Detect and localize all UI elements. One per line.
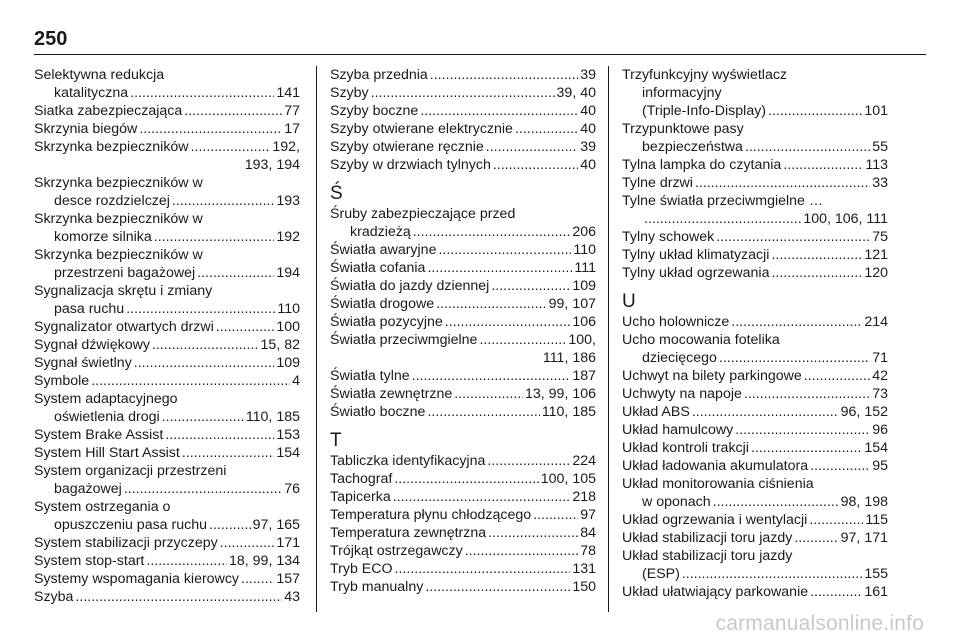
- page-reference: 97, 171: [840, 530, 888, 546]
- page-reference: 73: [872, 386, 888, 402]
- index-term: Sygnalizator otwartych drzwi: [34, 319, 214, 335]
- page-reference: 110: [277, 301, 300, 317]
- dot-leader: [191, 138, 271, 156]
- index-term-line: Tylne światła przeciwmgielne …: [622, 193, 824, 209]
- page-reference: 113: [865, 157, 888, 173]
- dot-leader: [445, 313, 571, 331]
- dot-leader: [393, 488, 571, 506]
- dot-leader: [719, 349, 870, 367]
- index-entry: [622, 246, 888, 264]
- section-letter: U: [622, 291, 636, 312]
- page-reference: 109: [572, 278, 596, 294]
- index-term: Tylny schowek: [622, 229, 715, 245]
- index-entry: [330, 277, 596, 295]
- index-entry: [330, 403, 596, 421]
- index-term: Światło boczne: [330, 404, 426, 420]
- index-entry: [622, 421, 888, 439]
- index-term: Tapicerka: [330, 489, 391, 505]
- index-term-line: Trzypunktowe pasy: [622, 121, 744, 137]
- index-term: Światła do jazdy dziennej: [330, 278, 490, 294]
- index-term: Szyby otwierane elektrycznie: [330, 121, 513, 137]
- index-term: dziecięcego: [642, 350, 717, 366]
- index-entry: [34, 318, 300, 336]
- index-pages-continuation: 193, 194: [244, 157, 300, 173]
- index-term: bagażowej: [54, 481, 122, 497]
- dot-leader: [771, 246, 862, 264]
- index-entry: [330, 259, 596, 277]
- index-term: przestrzeni bagażowej: [54, 265, 196, 281]
- index-term: Szyby otwierane ręcznie: [330, 139, 484, 155]
- index-entry: [34, 138, 300, 156]
- dot-leader: [420, 102, 578, 120]
- index-term: Szyby w drzwiach tylnych: [330, 157, 491, 173]
- dot-leader: [745, 138, 870, 156]
- index-entry: [34, 534, 300, 552]
- page-reference: 97, 165: [252, 517, 300, 533]
- index-entry: [330, 66, 596, 84]
- index-term: Skrzynia biegów: [34, 121, 138, 137]
- dot-leader: [209, 516, 251, 534]
- page-reference: 40: [580, 103, 596, 119]
- index-term-line: System ostrzegania o: [34, 499, 171, 515]
- header-rule: [34, 54, 926, 55]
- page-reference: 110: [573, 242, 596, 258]
- index-entry: [622, 403, 888, 421]
- index-entry: [34, 480, 300, 498]
- dot-leader: [241, 570, 274, 588]
- index-term-line: Trzyfunkcyjny wyświetlacz: [622, 67, 788, 83]
- index-term: Światła cofania: [330, 260, 426, 276]
- page-reference: 55: [872, 139, 888, 155]
- dot-leader: [731, 313, 862, 331]
- index-term: desce rozdzielczej: [54, 193, 170, 209]
- dot-leader: [783, 156, 863, 174]
- index-term: Światła drogowe: [330, 296, 435, 312]
- index-pages-continuation: 111, 186: [542, 350, 596, 366]
- index-entry: [34, 372, 300, 390]
- index-entry: [622, 174, 888, 192]
- dot-leader: [162, 408, 244, 426]
- index-term: Układ ABS: [622, 404, 690, 420]
- index-column-3: [622, 66, 888, 601]
- dot-leader: [735, 421, 870, 439]
- page-reference: 97: [580, 507, 596, 523]
- index-entry: [34, 552, 300, 570]
- index-term: Temperatura zewnętrzna: [330, 525, 487, 541]
- index-term: Tylny układ klimatyzacji: [622, 247, 770, 263]
- page-reference: 206: [572, 224, 596, 240]
- page-reference: 75: [872, 229, 888, 245]
- page-reference: 150: [572, 579, 596, 595]
- index-entry: [622, 511, 888, 529]
- page-reference: 120: [864, 265, 888, 281]
- page-reference: 100, 105: [540, 471, 596, 487]
- index-entry: [330, 488, 596, 506]
- index-term-line: informacyjny: [642, 85, 722, 101]
- index-entry: [622, 264, 888, 282]
- index-term: Skrzynka bezpieczników: [34, 139, 189, 155]
- index-entry: [34, 264, 300, 282]
- page-reference: 99, 107: [548, 296, 596, 312]
- index-term: Szyba: [34, 589, 74, 605]
- index-entry: [622, 228, 888, 246]
- index-term: Tylny układ ogrzewania: [622, 265, 770, 281]
- page-reference: 77: [284, 103, 300, 119]
- index-term-line: Sygnalizacja skrętu i zmiany: [34, 283, 213, 299]
- index-term-line: Śruby zabezpieczające przed: [330, 206, 516, 222]
- index-entry: [622, 565, 888, 583]
- index-entry: [622, 493, 888, 511]
- index-term: Tabliczka identyfikacyjna: [330, 453, 486, 469]
- index-entry: [34, 516, 300, 534]
- index-term: System stabilizacji przyczepy: [34, 535, 218, 551]
- dot-leader: [809, 511, 863, 529]
- page-reference: 193: [276, 193, 300, 209]
- index-entry: [330, 470, 596, 488]
- dot-leader: [713, 493, 839, 511]
- page-reference: 131: [572, 561, 596, 577]
- index-term: Światła zewnętrzne: [330, 386, 453, 402]
- index-term: Światła pozycyjne: [330, 314, 443, 330]
- page-reference: 39: [580, 139, 596, 155]
- dot-leader: [486, 138, 578, 156]
- index-entry: [34, 588, 300, 606]
- index-column-1: [34, 66, 300, 606]
- index-entry: [330, 524, 596, 542]
- index-term: komorze silnika: [54, 229, 152, 245]
- index-term: Temperatura płynu chłodzącego: [330, 507, 532, 523]
- dot-leader: [412, 367, 571, 385]
- page-reference: 40: [580, 157, 596, 173]
- page-reference: 4: [292, 373, 300, 389]
- index-entry: [330, 578, 596, 596]
- page-reference: 100: [276, 319, 300, 335]
- index-entry: [330, 102, 596, 120]
- index-term: katalityczna: [54, 85, 129, 101]
- dot-leader: [438, 241, 571, 259]
- page-reference: 96, 152: [840, 404, 888, 420]
- index-entry: [330, 506, 596, 524]
- page-reference: 71: [872, 350, 888, 366]
- dot-leader: [134, 354, 275, 372]
- dot-leader: [768, 102, 862, 120]
- index-entry: [622, 367, 888, 385]
- index-term: Tryb manualny: [330, 579, 424, 595]
- index-entry: [330, 452, 596, 470]
- page-reference: 121: [864, 247, 888, 263]
- index-term: Układ ułatwiający parkowanie: [622, 584, 809, 600]
- index-term: Sygnał świetlny: [34, 355, 132, 371]
- index-entry: [330, 138, 596, 156]
- page-reference: 84: [580, 525, 596, 541]
- dot-leader: [197, 264, 274, 282]
- index-entry: [622, 349, 888, 367]
- index-term-line: System organizacji przestrzeni: [34, 463, 227, 479]
- page-reference: 33: [872, 175, 888, 191]
- index-entry: [330, 313, 596, 331]
- dot-leader: [427, 259, 572, 277]
- index-term: Ucho holownicze: [622, 314, 730, 330]
- dot-leader: [533, 506, 578, 524]
- index-entry: [330, 560, 596, 578]
- index-entry: [622, 529, 888, 547]
- index-entry: [622, 313, 888, 331]
- index-term: Układ hamulcowy: [622, 422, 734, 438]
- index-term: Światła awaryjne: [330, 242, 437, 258]
- dot-leader: [716, 228, 870, 246]
- index-term-line: System adaptacyjnego: [34, 391, 178, 407]
- index-term: opuszczeniu pasa ruchu: [54, 517, 208, 533]
- index-entry: [34, 228, 300, 246]
- dot-leader: [430, 66, 578, 84]
- index-entry: [34, 408, 300, 426]
- index-entry: [622, 210, 888, 228]
- index-entry: [34, 300, 300, 318]
- dot-leader: [491, 277, 570, 295]
- column-divider: [608, 66, 609, 612]
- page-reference: 13, 99, 106: [525, 386, 596, 402]
- page-reference: 110, 185: [245, 409, 300, 425]
- dot-leader: [182, 444, 274, 462]
- index-entry: [34, 120, 300, 138]
- dot-leader: [771, 264, 862, 282]
- dot-leader: [154, 228, 275, 246]
- dot-leader: [794, 529, 838, 547]
- index-term: (Triple-Info-Display): [642, 103, 767, 119]
- dot-leader: [488, 524, 578, 542]
- dot-leader: [487, 452, 570, 470]
- page-reference: 40: [580, 121, 596, 137]
- index-entry: [330, 295, 596, 313]
- page-reference: 115: [865, 512, 888, 528]
- dot-leader: [465, 542, 579, 560]
- page-reference: 157: [276, 571, 300, 587]
- index-term: Siatka zabezpieczająca: [34, 103, 183, 119]
- index-term: Sygnał dźwiękowy: [34, 337, 150, 353]
- index-term-line: Skrzynka bezpieczników w: [34, 211, 203, 227]
- page-number: 250: [34, 28, 68, 50]
- index-entry: [330, 223, 596, 241]
- index-term: Układ kontroli trakcji: [622, 440, 749, 456]
- dot-leader: [126, 300, 275, 318]
- page-reference: 154: [864, 440, 888, 456]
- index-term-line: Skrzynka bezpieczników w: [34, 247, 203, 263]
- page-reference: 161: [864, 584, 888, 600]
- dot-leader: [810, 583, 862, 601]
- index-term: System Brake Assist: [34, 427, 164, 443]
- dot-leader: [165, 426, 274, 444]
- index-entry: [622, 457, 888, 475]
- page-reference: 100, 106, 111: [803, 211, 888, 227]
- page-reference: 42: [872, 368, 888, 384]
- index-entry: [622, 583, 888, 601]
- index-entry: [330, 120, 596, 138]
- index-term: Uchwyt na bilety parkingowe: [622, 368, 802, 384]
- section-letter: T: [330, 430, 342, 451]
- dot-leader: [425, 578, 570, 596]
- index-entry: [34, 336, 300, 354]
- index-term: Szyba przednia: [330, 67, 428, 83]
- page-reference: 141: [276, 85, 300, 101]
- dot-leader: [493, 156, 578, 174]
- index-term: Układ stabilizacji toru jazdy: [622, 530, 793, 546]
- index-term: Systemy wspomagania kierowcy: [34, 571, 240, 587]
- index-entry: [622, 138, 888, 156]
- index-term: Szyby: [330, 85, 369, 101]
- index-term-line: Układ monitorowania ciśnienia: [622, 476, 814, 492]
- index-entry: [622, 385, 888, 403]
- page-reference: 95: [872, 458, 888, 474]
- page-reference: 106: [572, 314, 596, 330]
- index-entry: [330, 542, 596, 560]
- dot-leader: [184, 102, 282, 120]
- index-entry: [34, 102, 300, 120]
- dot-leader: [220, 534, 275, 552]
- index-term: System Hill Start Assist: [34, 445, 180, 461]
- dot-leader: [130, 84, 274, 102]
- dot-leader: [695, 174, 870, 192]
- dot-leader: [124, 480, 282, 498]
- page-reference: 187: [572, 368, 596, 384]
- index-entry: [34, 426, 300, 444]
- index-term-line: Skrzynka bezpieczników w: [34, 175, 203, 191]
- index-entry: [330, 84, 596, 102]
- page-reference: 96: [872, 422, 888, 438]
- page-reference: 194: [276, 265, 300, 281]
- index-entry: [330, 367, 596, 385]
- index-term: Układ ładowania akumulatora: [622, 458, 809, 474]
- index-term-line: Selektywna redukcja: [34, 67, 165, 83]
- page-reference: 98, 198: [840, 494, 888, 510]
- dot-leader: [644, 210, 801, 228]
- page-reference: 171: [276, 535, 300, 551]
- dot-leader: [479, 331, 566, 349]
- index-term: Tachograf: [330, 471, 393, 487]
- page-reference: 214: [864, 314, 888, 330]
- index-term-line: Układ stabilizacji toru jazdy: [622, 548, 793, 564]
- index-term: Światła przeciwmgielne: [330, 332, 478, 348]
- page-reference: 43: [284, 589, 300, 605]
- dot-leader: [810, 457, 870, 475]
- index-entry: [330, 241, 596, 259]
- index-entry: [330, 156, 596, 174]
- dot-leader: [744, 385, 870, 403]
- index-term: Tylne drzwi: [622, 175, 693, 191]
- section-letter: Ś: [330, 183, 343, 204]
- page-reference: 155: [864, 566, 888, 582]
- page-reference: 218: [572, 489, 596, 505]
- index-entry: [34, 192, 300, 210]
- page-reference: 192,: [272, 139, 300, 155]
- dot-leader: [692, 403, 839, 421]
- index-entry: [34, 84, 300, 102]
- index-term: Uchwyty na napoje: [622, 386, 742, 402]
- dot-leader: [751, 439, 862, 457]
- page-reference: 109: [276, 355, 300, 371]
- index-term: Symbole: [34, 373, 90, 389]
- index-term: oświetlenia drogi: [54, 409, 160, 425]
- index-column-2: [330, 66, 596, 596]
- page-reference: 18, 99, 134: [229, 553, 300, 569]
- dot-leader: [152, 336, 259, 354]
- dot-leader: [682, 565, 862, 583]
- page-reference: 76: [284, 481, 300, 497]
- dot-leader: [91, 372, 290, 390]
- page-reference: 100,: [568, 332, 596, 348]
- page-reference: 101: [864, 103, 888, 119]
- dot-leader: [454, 385, 523, 403]
- index-entry: [34, 444, 300, 462]
- dot-leader: [371, 84, 555, 102]
- index-entry: [622, 439, 888, 457]
- dot-leader: [146, 552, 227, 570]
- index-term: System stop-start: [34, 553, 145, 569]
- dot-leader: [436, 295, 547, 313]
- dot-leader: [427, 403, 539, 421]
- index-term: Światła tylne: [330, 368, 410, 384]
- dot-leader: [172, 192, 274, 210]
- page-reference: 192: [276, 229, 300, 245]
- index-term: Tylna lampka do czytania: [622, 157, 782, 173]
- page-reference: 224: [572, 453, 596, 469]
- dot-leader: [395, 560, 571, 578]
- index-term: Trójkąt ostrzegawczy: [330, 543, 463, 559]
- index-entry: [330, 385, 596, 403]
- page-reference: 153: [276, 427, 300, 443]
- index-term: pasa ruchu: [54, 301, 125, 317]
- dot-leader: [515, 120, 578, 138]
- page-reference: 17: [284, 121, 300, 137]
- index-term: kradzieżą: [350, 224, 411, 240]
- index-entry: [622, 156, 888, 174]
- page-reference: 111: [574, 260, 596, 276]
- index-entry: [34, 570, 300, 588]
- index-entry: [622, 102, 888, 120]
- dot-leader: [413, 223, 571, 241]
- column-divider: [316, 66, 317, 612]
- dot-leader: [75, 588, 282, 606]
- index-term: (ESP): [642, 566, 680, 582]
- index-entry: [330, 331, 596, 349]
- index-term-line: Ucho mocowania fotelika: [622, 332, 780, 348]
- dot-leader: [139, 120, 282, 138]
- page-reference: 78: [580, 543, 596, 559]
- dot-leader: [804, 367, 870, 385]
- page-reference: 110, 185: [541, 404, 596, 420]
- index-term: Szyby boczne: [330, 103, 419, 119]
- page-reference: 154: [276, 445, 300, 461]
- page-reference: 39: [580, 67, 596, 83]
- watermark: carmanualsonline.info: [715, 612, 924, 635]
- dot-leader: [216, 318, 275, 336]
- index-entry: [34, 354, 300, 372]
- index-term: Układ ogrzewania i wentylacji: [622, 512, 808, 528]
- dot-leader: [394, 470, 538, 488]
- page-reference: 15, 82: [260, 337, 300, 353]
- index-term: bezpieczeństwa: [642, 139, 743, 155]
- index-term: w oponach: [642, 494, 711, 510]
- index-term: Tryb ECO: [330, 561, 393, 577]
- page-reference: 39, 40: [556, 85, 596, 101]
